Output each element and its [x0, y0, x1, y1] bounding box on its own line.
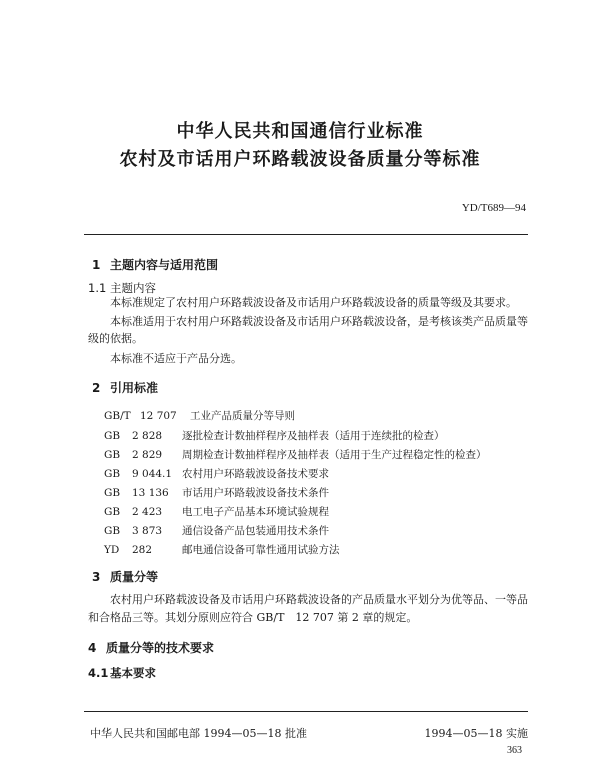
footer-divider — [84, 711, 528, 712]
section-title: 主题内容 — [110, 281, 156, 295]
ref-code: YD — [104, 544, 120, 556]
reference-item — [104, 428, 445, 443]
effective-date: 1994—05—18 实施 — [424, 727, 528, 740]
section-title: 基本要求 — [110, 666, 156, 680]
section-number: 3 — [92, 570, 101, 584]
ref-code: GB — [104, 506, 121, 518]
ref-title: 邮电通信设备可靠性通用试验方法 — [182, 544, 340, 556]
ref-code: GB — [104, 430, 121, 442]
paragraph: 本标准规定了农村用户环路载波设备及市话用户环路载波设备的质量等级及其要求。 — [110, 296, 517, 309]
ref-number: 3 873 — [132, 525, 163, 537]
section-1-1-heading — [88, 280, 156, 296]
section-title: 主题内容与适用范围 — [110, 258, 219, 272]
section-title: 引用标准 — [110, 381, 159, 395]
approval-info: 中华人民共和国邮电部 1994—05—18 批准 — [90, 727, 307, 740]
section-number: 4 — [88, 641, 97, 655]
ref-code: GB — [104, 525, 121, 537]
ref-number: 2 829 — [132, 449, 163, 461]
ref-code: GB — [104, 449, 121, 461]
ref-title: 市话用户环路载波设备技术条件 — [182, 487, 329, 499]
paragraph: 本标准不适应于产品分选。 — [110, 352, 242, 365]
ref-number: 9 044.1 — [132, 468, 173, 480]
reference-item — [104, 447, 487, 462]
section-4-heading — [88, 639, 214, 656]
reference-item — [104, 485, 329, 500]
reference-item — [104, 542, 340, 557]
section-3-heading — [92, 568, 158, 585]
section-1-heading — [92, 256, 218, 273]
section-title: 质量分等的技术要求 — [106, 641, 215, 655]
section-title: 质量分等 — [110, 570, 159, 584]
section-number: 1.1 — [88, 281, 107, 295]
ref-number: 13 136 — [132, 487, 169, 499]
ref-title: 农村用户环路载波设备技术要求 — [182, 468, 329, 480]
paragraph: 农村用户环路载波设备及市话用户环路载波设备的产品质量水平划分为优等品、一等品 — [110, 593, 528, 606]
paragraph-continuation: 级的依据。 — [88, 332, 143, 345]
standard-number: YD/T689—94 — [461, 202, 526, 214]
ref-code: GB — [104, 468, 121, 480]
ref-number: 2 828 — [132, 430, 163, 442]
ref-title: 工业产品质量分等导则 — [190, 410, 295, 422]
section-4-1-heading — [88, 665, 156, 681]
ref-title: 逐批检查计数抽样程序及抽样表（适用于连续批的检查） — [182, 430, 445, 442]
document-title: 农村及市话用户环路载波设备质量分等标准 — [119, 149, 481, 170]
ref-number: 12 707 — [140, 410, 177, 422]
section-2-heading — [92, 379, 158, 396]
reference-item — [104, 504, 329, 519]
reference-item — [104, 408, 295, 423]
section-number: 4.1 — [88, 666, 109, 680]
section-number: 1 — [92, 258, 101, 272]
reference-item — [104, 466, 329, 481]
ref-code: GB — [104, 487, 121, 499]
reference-item — [104, 523, 329, 538]
standard-category-title: 中华人民共和国通信行业标准 — [176, 121, 424, 142]
ref-code: GB/T — [104, 410, 131, 422]
paragraph: 本标准适用于农村用户环路载波设备及市话用户环路载波设备，是考核该类产品质量等 — [110, 315, 528, 328]
page-number: 363 — [507, 745, 522, 756]
ref-title: 通信设备产品包装通用技术条件 — [182, 525, 329, 537]
ref-title: 周期检查计数抽样程序及抽样表（适用于生产过程稳定性的检查） — [182, 449, 487, 461]
ref-number: 282 — [132, 544, 153, 556]
ref-title: 电工电子产品基本环境试验规程 — [182, 506, 329, 518]
header-divider — [84, 234, 528, 235]
section-number: 2 — [92, 381, 101, 395]
ref-number: 2 423 — [132, 506, 163, 518]
paragraph-continuation: 和合格品三等。其划分原则应符合 GB/T 12 707 第 2 章的规定。 — [88, 611, 418, 624]
